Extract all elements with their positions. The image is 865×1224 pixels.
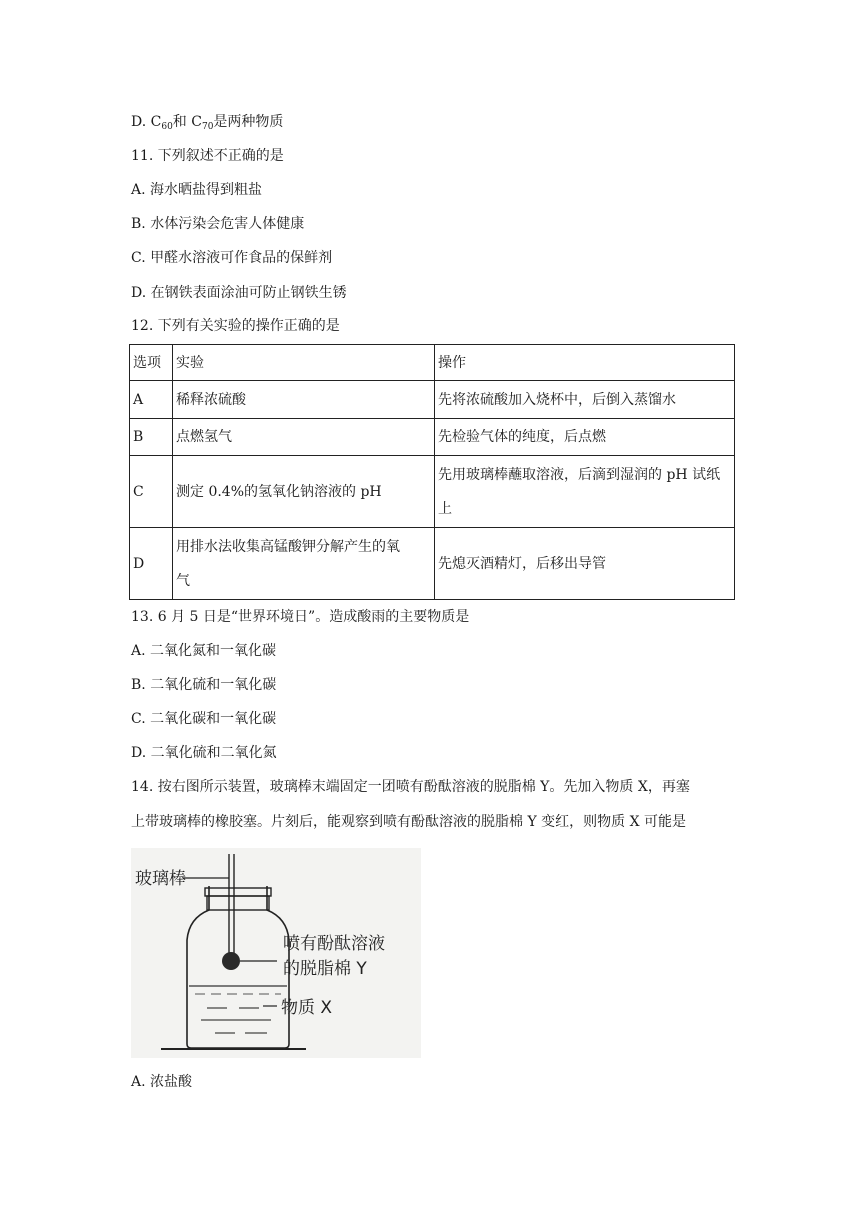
q13-option-d: D. 二氧化硫和二氧化氮 <box>131 745 277 761</box>
experiment-line: 气 <box>176 572 190 589</box>
q14-stem-line2: 上带玻璃棒的橡胶塞。片刻后，能观察到喷有酚酞溶液的脱脂棉 Y 变红，则物质 X 可能是 <box>131 814 687 830</box>
header-option: 选项 <box>130 345 173 381</box>
stopper-top <box>205 888 271 896</box>
row-operation <box>435 456 735 528</box>
row-option: A <box>130 381 173 419</box>
q14-stem-line1: 14. 按右图所示装置，玻璃棒末端固定一团喷有酚酞溶液的脱脂棉 Y。先加入物质 X，再塞 <box>131 779 690 795</box>
q11-option-a: A. 海水晒盐得到粗盐 <box>131 182 263 198</box>
q13-option-a: A. 二氧化氮和一氧化碳 <box>131 643 277 659</box>
row-experiment <box>173 528 435 600</box>
row-option: D <box>130 528 173 600</box>
label-glass-rod: 玻璃棒 <box>135 869 186 889</box>
q13-option-b: B. 二氧化硫和一氧化碳 <box>131 677 277 693</box>
apparatus-figure <box>131 848 421 1058</box>
label-cotton-line1: 喷有酚酞溶液 <box>283 934 385 954</box>
apparatus-diagram <box>131 848 421 1058</box>
table-row <box>130 528 735 600</box>
q13-stem: 13. 6 月 5 日是“世界环境日”。造成酸雨的主要物质是 <box>131 609 470 625</box>
row-option: C <box>130 456 173 528</box>
q12-stem: 12. 下列有关实验的操作正确的是 <box>131 318 340 334</box>
label-cotton-line2: 的脱脂棉 Y <box>283 959 367 979</box>
operation-line: 先用玻璃棒蘸取溶液，后滴到湿润的 pH 试纸 <box>438 466 721 483</box>
operation-line: 上 <box>438 500 452 517</box>
header-operation: 操作 <box>435 345 735 381</box>
label-substance-x: 物质 X <box>281 998 333 1018</box>
header-experiment: 实验 <box>173 345 435 381</box>
row-experiment: 测定 0.4%的氢氧化钠溶液的 pH <box>173 456 435 528</box>
experiment-line: 用排水法收集高锰酸钾分解产生的氧 <box>176 538 400 555</box>
q11-option-d: D. 在钢铁表面涂油可防止钢铁生锈 <box>131 285 347 301</box>
row-operation: 先将浓硫酸加入烧杯中，后倒入蒸馏水 <box>435 381 735 419</box>
q11-option-c: C. 甲醛水溶液可作食品的保鲜剂 <box>131 250 333 266</box>
row-experiment: 稀释浓硫酸 <box>173 381 435 419</box>
q10-option-d: D. $C_{60}$和 $C_{70}$是两种物质 <box>131 114 284 132</box>
q14-option-a: A. 浓盐酸 <box>131 1074 193 1090</box>
q13-option-c: C. 二氧化碳和一氧化碳 <box>131 711 277 727</box>
q11-option-b: B. 水体污染会危害人体健康 <box>131 216 305 232</box>
row-experiment: 点燃氢气 <box>173 419 435 456</box>
q12-table <box>129 344 735 600</box>
row-operation: 先检验气体的纯度，后点燃 <box>435 419 735 456</box>
table-row <box>130 419 735 456</box>
q11-stem: 11. 下列叙述不正确的是 <box>131 148 284 164</box>
table-row <box>130 381 735 419</box>
cotton-ball <box>222 952 240 970</box>
table-row <box>130 456 735 528</box>
stopper-body <box>207 896 269 910</box>
row-option: B <box>130 419 173 456</box>
row-operation: 先熄灭酒精灯，后移出导管 <box>435 528 735 600</box>
table-header-row <box>130 345 735 381</box>
